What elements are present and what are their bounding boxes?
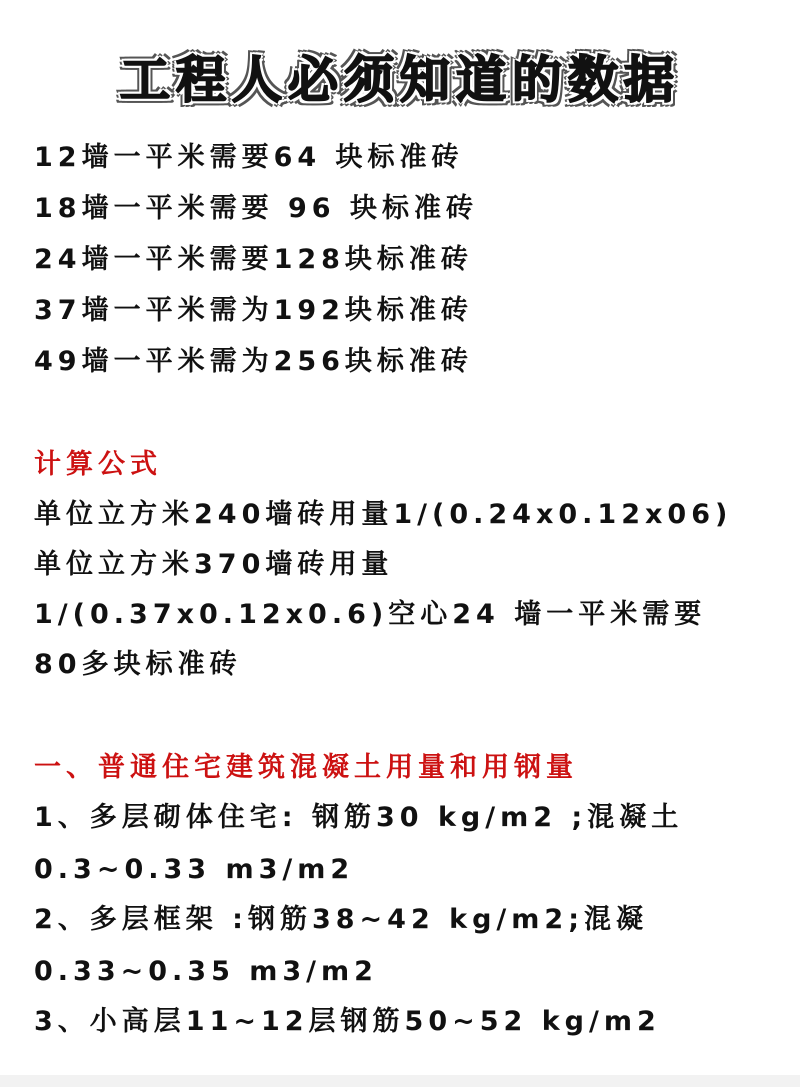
section1-heading: 一、普通住宅建筑混凝土用量和用钢量 bbox=[34, 752, 578, 783]
section1-line-3: 2、多层框架 :钢筋38~42 kg/m2;混凝 bbox=[34, 904, 649, 935]
bottom-edge bbox=[0, 1075, 800, 1087]
page-title: 工程人必须知道的数据 bbox=[120, 51, 680, 109]
brick-line-5: 49墙一平米需为256块标准砖 bbox=[34, 346, 473, 377]
formula-line-3: 1/(0.37x0.12x0.6)空心24 墙一平米需要 bbox=[34, 599, 707, 630]
section1-line-2: 0.3~0.33 m3/m2 bbox=[34, 854, 355, 885]
formula-line-4: 80多块标准砖 bbox=[34, 649, 242, 680]
section1-line-1: 1、多层砌体住宅: 钢筋30 kg/m2 ;混凝土 bbox=[34, 802, 684, 833]
section1-line-5: 3、小高层11~12层钢筋50~52 kg/m2 bbox=[34, 1006, 661, 1037]
formula-line-2: 单位立方米370墙砖用量 bbox=[34, 549, 394, 580]
brick-line-4: 37墙一平米需为192块标准砖 bbox=[34, 295, 473, 326]
formula-line-1: 单位立方米240墙砖用量1/(0.24x0.12x06) bbox=[34, 499, 733, 530]
formula-heading: 计算公式 bbox=[34, 449, 162, 480]
section1-line-4: 0.33~0.35 m3/m2 bbox=[34, 956, 378, 987]
brick-line-1: 12墙一平米需要64 块标准砖 bbox=[34, 142, 464, 173]
brick-line-3: 24墙一平米需要128块标准砖 bbox=[34, 244, 473, 275]
brick-line-2: 18墙一平米需要 96 块标准砖 bbox=[34, 193, 478, 224]
